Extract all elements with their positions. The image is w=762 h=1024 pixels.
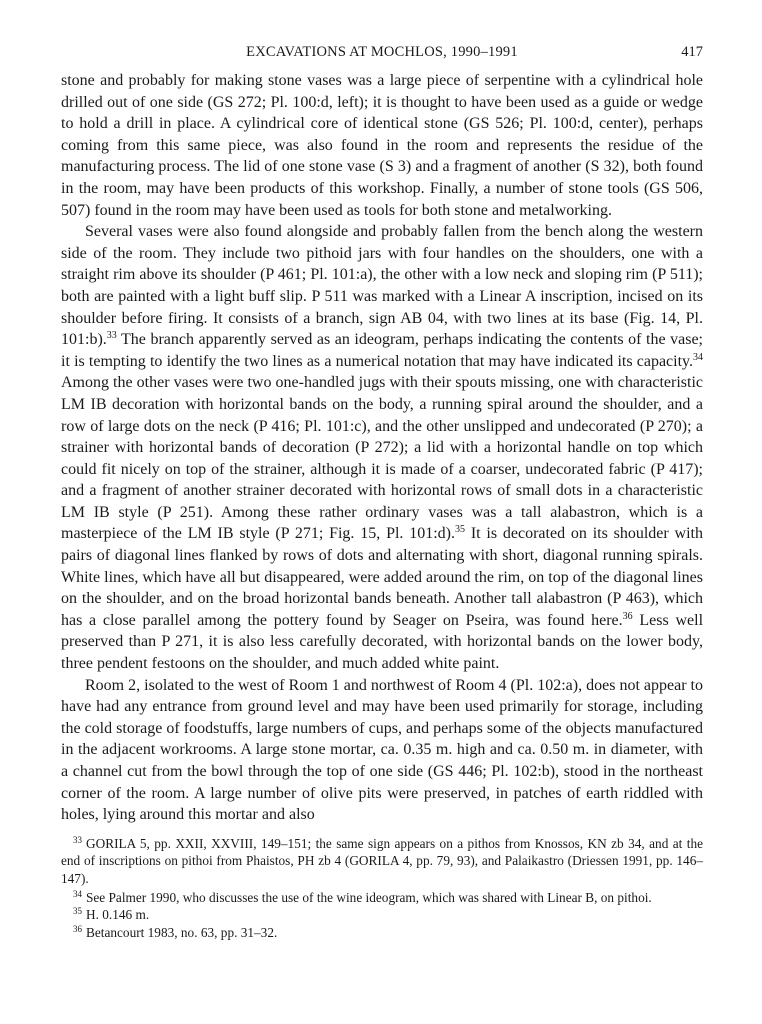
paragraph-text: Among the other vases were two one-handled jugs with their spouts missing, one with characteristic LM IB decoration with horizontal bands on the body, a running spiral around the shoulder, and a row of large dots on the neck (P 416; Pl. 101:c), and the other unslipped and undecorated (P 270); a strainer with horizontal bands of decoration (P 272); a lid with a horizontal handle on top which could fit nicely on top of the strainer, although it is made of a coarser, undecorated fabric (P 417); and a fragment of another strainer decorated with horizontal rows of small dots in a characteristic LM IB style (P 251). Among these rather ordinary vases was a tall alabastron, which is a masterpiece of the LM IB style (P 271; Fig. 15, Pl. 101:d). xyxy=(61,374,703,543)
paragraph-continued: stone and probably for making stone vases was a large piece of serpentine with a cylindrical hole drilled out of one side (GS 272; Pl. 100:d, left); it is thought to have been used as a guide or wedge to hold a drill in place. A cylindrical core of identical stone (GS 526; Pl. 100:d, center), perhaps coming from this same piece, was also found in the room and represents the residue of the manufacturing process. The lid of one stone vase (S 3) and a fragment of another (S 32), both found in the room, may have been products of this workshop. Finally, a number of stone tools (GS 506, 507) found in the room may have been used as tools for both stone and metalworking. xyxy=(61,72,703,219)
footnote-number: 34 xyxy=(73,888,82,899)
footnote-text: GORILA 5, pp. XXII, XXVIII, 149–151; the same sign appears on a pithos from Knossos, KN zb 34, and at the end of inscriptions on pithoi from Phaistos, PH zb 4 (GORILA 4, pp. 79, 93), and Palaikastro (Driessen 1991, pp. 146–147). xyxy=(61,835,703,886)
body-text xyxy=(61,70,703,826)
page-number: 417 xyxy=(681,44,703,60)
footnote-number: 36 xyxy=(73,923,82,934)
paragraph-text: The branch apparently served as an ideogram, perhaps indicating the contents of the vase; it is tempting to identify the two lines as a numerical notation that may have indicated its capacity. xyxy=(61,331,703,370)
running-head xyxy=(61,44,703,70)
paragraph-text: It is decorated on its shoulder with pairs of diagonal lines flanked by rows of dots and alternating with short, diagonal running spirals. White lines, which have all but disappeared, were added around the rim, on top of the diagonal lines on the shoulder, and on the broad horizontal bands beneath. Another tall alabastron (P 463), which has a close parallel among the pottery found by Seager on Pseira, was found here. xyxy=(61,525,703,629)
footnote-text: Betancourt 1983, no. 63, pp. 31–32. xyxy=(86,924,278,940)
footnote-33 xyxy=(61,835,703,888)
running-title: EXCAVATIONS AT MOCHLOS, 1990–1991 xyxy=(246,44,518,60)
footnote-text: H. 0.146 m. xyxy=(86,907,150,923)
footnote-ref-35: 35 xyxy=(455,524,465,536)
paragraph-text: Less well preserved than P 271, it is also less carefully decorated, with horizontal bands on the lower body, three pendent festoons on the shoulder, and much added white paint. xyxy=(61,611,704,673)
footnote-ref-33: 33 xyxy=(106,330,117,342)
paragraph-text: Several vases were also found alongside and probably fallen from the bench along the western side of the room. They include two pithoid jars with four handles on the shoulders, one with a straight rim above its shoulder (P 461; Pl. 101:a), the other with a low neck and sloping rim (P 511); both are painted with a light buff slip. P 511 was marked with a Linear A inscription, incised on its shoulder before firing. It consists of a branch, sign AB 04, with two lines at its base (Fig. 14, Pl. 101:b). xyxy=(61,223,703,349)
footnote-ref-34: 34 xyxy=(693,351,703,363)
footnote-35 xyxy=(61,906,703,924)
paragraph-room-2: Room 2, isolated to the west of Room 1 and northwest of Room 4 (Pl. 102:a), does not appear to have had any entrance from ground level and may have been used primarily for storage, including the cold storage of foodstuffs, large numbers of cups, and perhaps some of the objects manufactured in the adjacent workrooms. A large stone mortar, ca. 0.35 m. high and ca. 0.50 m. in diameter, with a channel cut from the bowl through the top of one side (GS 446; Pl. 102:b), stood in the northeast corner of the room. A large number of olive pits were preserved, in patches of earth riddled with holes, lying around this mortar and also xyxy=(61,676,703,824)
footnote-number: 33 xyxy=(73,834,82,845)
footnote-number: 35 xyxy=(73,906,82,917)
paragraph-vases xyxy=(61,221,703,674)
footnote-text: See Palmer 1990, who discusses the use of the wine ideogram, which was shared with Linear B, on pithoi. xyxy=(86,889,652,905)
footnote-ref-36: 36 xyxy=(622,610,633,622)
footnotes xyxy=(61,835,703,942)
journal-page xyxy=(61,44,703,941)
footnote-36 xyxy=(61,924,703,942)
footnote-34 xyxy=(61,889,703,907)
